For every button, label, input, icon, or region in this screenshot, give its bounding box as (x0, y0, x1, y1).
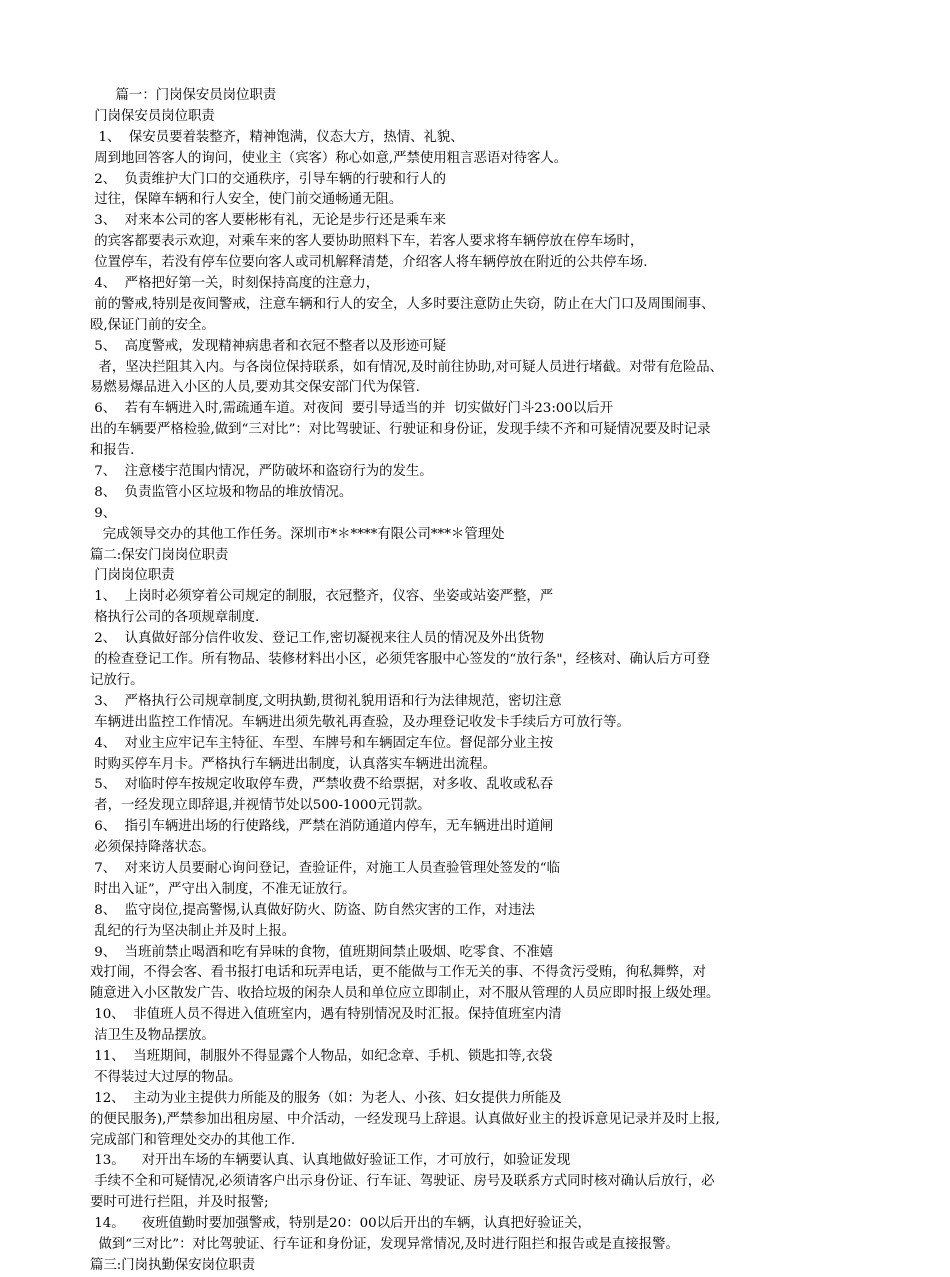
text-line: 1、 上岗时必须穿着公司规定的制服，衣冠整齐，仪容、坐姿或站姿严整，严 (90, 589, 554, 605)
text-line: 11、 当班期间，制服外不得显露个人物品，如纪念章、手机、锁匙扣等,衣袋 (90, 1048, 553, 1064)
text-line: 记放行。 (90, 672, 144, 688)
text-line: 的便民服务),严禁参加出租房屋、中介活动，一经发现马上辞退。认真做好业主的投诉意见记录并及时上报, (90, 1111, 720, 1127)
text-line: 3、 严格执行公司规章制度,文明执勤,贯彻礼貌用语和行为法律规范，密切注意 (90, 693, 562, 709)
text-line: 7、 对来访人员要耐心询问登记，查验证件，对施工人员查验管理处签发的“临 (90, 860, 561, 876)
text-line: 位置停车，若没有停车位要向客人或司机解释清楚，介绍客人将车辆停放在附近的公共停车场. (90, 255, 648, 271)
text-line: 手续不全和可疑情况,必须请客户出示身份证、行车证、驾驶证、房号及联系方式同时核对确认后放行，必 (90, 1174, 715, 1190)
text-line: 9、 当班前禁止喝酒和吃有异味的食物，值班期间禁止吸烟、吃零食、不准嬉 (90, 944, 554, 960)
text-line: 殴,保证门前的安全。 (90, 317, 215, 333)
text-line: 易燃易爆品进入小区的人员,要劝其交保安部门代为保管. (90, 380, 420, 396)
text-line: 6、 若有车辆进入时,需疏通车道。对夜间 要引导适当的并 切实做好门斗23:00以后开 (90, 401, 614, 417)
text-line: 格执行公司的各项规章制度. (90, 610, 260, 626)
text-line: 7、 注意楼宇范围内情况，严防破坏和盗窃行为的发生。 (90, 464, 433, 480)
text-line: 8、 监守岗位,提高警惕,认真做好防火、防盗、防自然灾害的工作，对违法 (90, 902, 535, 918)
text-line: 4、 严格把好第一关，时刻保持高度的注意力， (90, 276, 380, 292)
text-line: 篇一：门岗保安员岗位职责 (90, 88, 277, 103)
text-line: 乱纪的行为坚决制止并及时上报。 (90, 923, 296, 939)
text-line: 过往，保障车辆和行人安全，使门前交通畅通无阻。 (90, 192, 403, 208)
text-line: 完成部门和管理处交办的其他工作. (90, 1132, 296, 1148)
text-line: 门岗岗位职责 (90, 568, 175, 584)
text-line: 12、 主动为业主提供力所能及的服务（如：为老人、小孩、妇女提供力所能及 (90, 1090, 562, 1106)
text-line: 13。 对开出车场的车辆要认真、认真地做好验证工作，才可放行，如验证发现 (90, 1153, 571, 1169)
text-line: 5、 对临时停车按规定收取停车费，严禁收费不给票据，对多收、乱收或私吞 (90, 777, 554, 793)
text-line: 2、 认真做好部分信件收发、登记工作,密切凝视来往人员的情况及外出货物 (90, 631, 545, 647)
text-line: 和报告. (90, 443, 135, 459)
text-line: 时出入证”，严守出入制度，不准无证放行。 (90, 881, 356, 897)
text-line: 4、 对业主应牢记车主特征、车型、车牌号和车辆固定车位。督促部分业主按 (90, 735, 554, 751)
text-line: 戏打闹，不得会客、看书报打电话和玩弄电话，更不能做与工作无关的事、不得贪污受贿，徇私舞弊，对 (90, 965, 706, 981)
text-line: 随意进入小区散发广告、收拾垃圾的闲杂人员和单位应立即制止，对不服从管理的人员应即时报上级处理。 (90, 986, 720, 1002)
text-line: 必须保持降落状态。 (90, 840, 215, 856)
text-line: 出的车辆要严格检验,做到“三对比”：对比驾驶证、行驶证和身份证，发现手续不齐和可疑情况要及时记录 (90, 422, 711, 438)
text-line: 门岗保安员岗位职责 (90, 108, 215, 124)
text-line: 要时可进行拦阻，并及时报警; (90, 1195, 269, 1211)
text-line: 8、 负责监管小区垃圾和物品的堆放情况。 (90, 484, 353, 500)
text-line: 者，坚决拦阻其入内。与各岗位保持联系，如有情况,及时前往协助,对可疑人员进行堵截。对带有危险品、 (90, 359, 723, 375)
text-line: 14。 夜班值勤时要加强警戒，特别是20：00以后开出的车辆，认真把好验证关， (90, 1216, 591, 1232)
document-body (90, 86, 860, 1277)
text-line: 5、 高度警戒，发现精神病患者和衣冠不整者以及形迹可疑 (90, 338, 447, 354)
text-line: 9、 (90, 505, 117, 521)
text-line: 3、 对来本公司的客人要彬彬有礼，无论是步行还是乘车来 (90, 213, 447, 229)
text-line: 洁卫生及物品摆放。 (90, 1028, 215, 1044)
text-line: 不得装过大过厚的物品。 (90, 1069, 242, 1085)
text-line: 篇三:门岗执勤保安岗位职责 (90, 1257, 256, 1273)
text-line: 时购买停车月卡。严格执行车辆进出制度，认真落实车辆进出流程。 (90, 756, 496, 772)
text-line: 10、 非值班人员不得进入值班室内，遇有特别情况及时汇报。保持值班室内清 (90, 1007, 562, 1023)
text-line: 周到地回答客人的询问，使业主（宾客）称心如意,严禁使用粗言恶语对待客人。 (90, 150, 568, 166)
text-line: 前的警戒,特别是夜间警戒，注意车辆和行人的安全，人多时要注意防止失窃，防止在大门口及周围闹事、 (90, 296, 715, 312)
text-line: 者，一经发现立即辞退,并视情节处以500-1000元罚款。 (90, 798, 431, 814)
text-line: 的检查登记工作。所有物品、装修材料出小区，必须凭客服中心签发的“放行条"，经核对、确认后方可登 (90, 652, 710, 668)
text-line: 篇二:保安门岗岗位职责 (90, 547, 229, 563)
text-line: 6、 指引车辆进出场的行使路线，严禁在消防通道内停车，无车辆进出时道闸 (90, 819, 554, 835)
text-line: 车辆进出监控工作情况。车辆进出须先敬礼再查验，及办理登记收发卡手续后方可放行等。 (90, 714, 630, 730)
text-line: 1、 保安员要着装整齐，精神饱满，仪态大方，热情、礼貌、 (90, 129, 464, 145)
text-line: 完成领导交办的其他工作任务。深圳市*＊****有限公司***＊管理处 (90, 526, 505, 542)
text-line: 的宾客都要表示欢迎，对乘车来的客人要协助照料下车，若客人要求将车辆停放在停车场时， (90, 234, 644, 250)
text-line: 做到“三对比”：对比驾驶证、行车证和身份证，发现异常情况,及时进行阻拦和报告或是直接报警。 (90, 1236, 679, 1252)
text-line: 2、 负责维护大门口的交通秩序，引导车辆的行驶和行人的 (90, 171, 447, 187)
